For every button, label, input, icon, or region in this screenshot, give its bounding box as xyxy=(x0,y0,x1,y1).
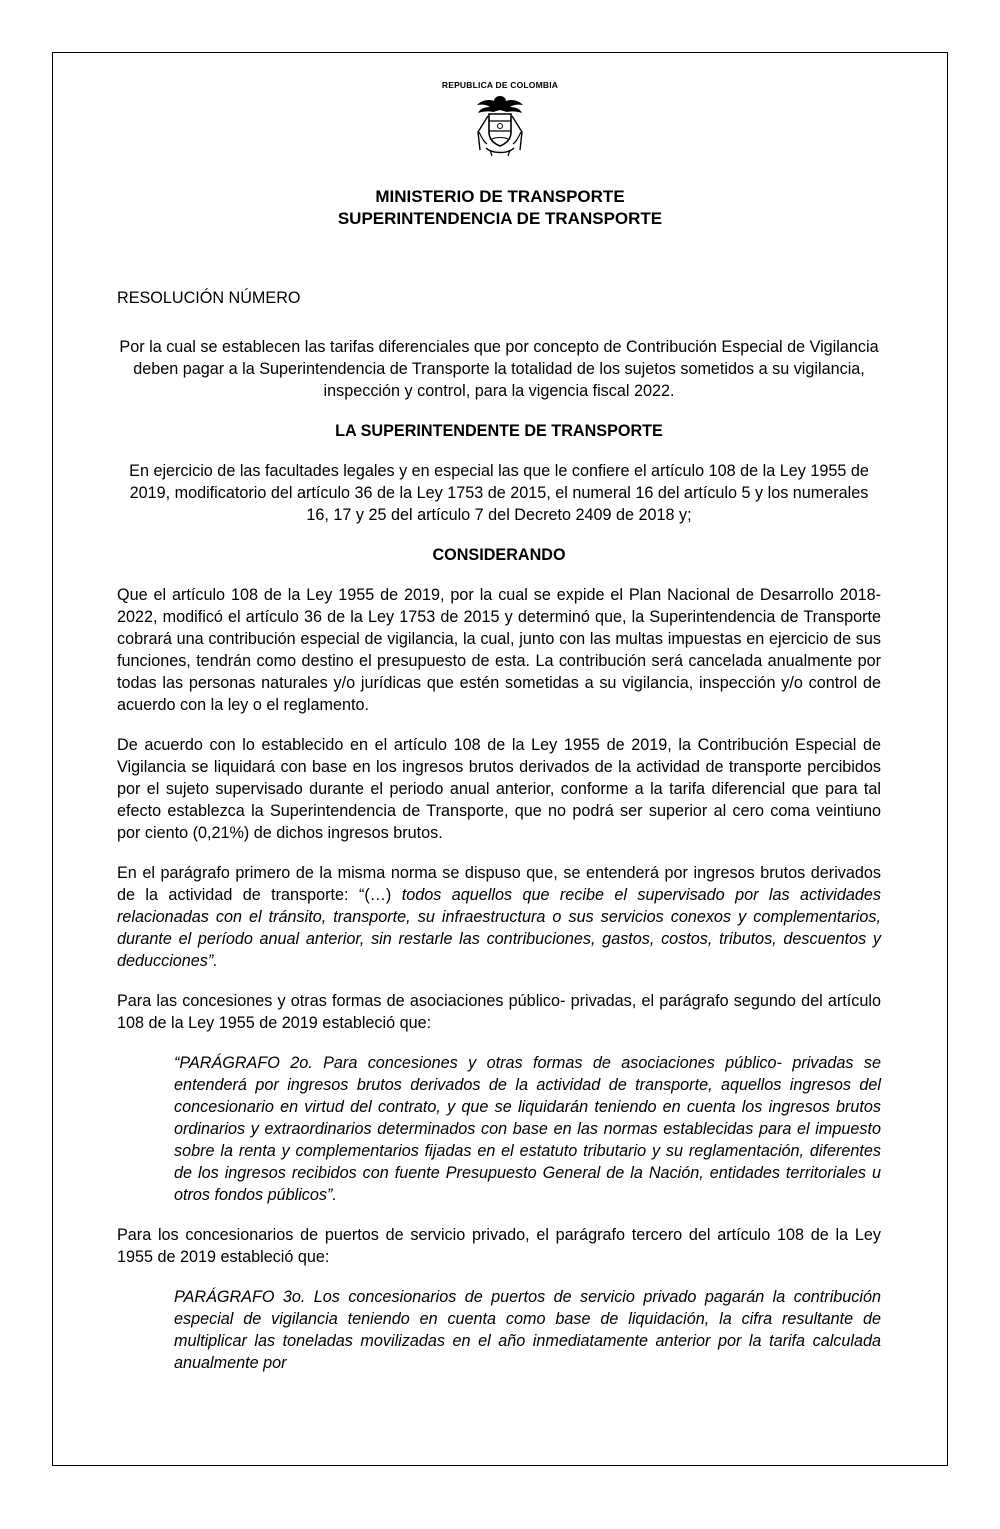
republic-label: REPUBLICA DE COLOMBIA xyxy=(441,80,559,90)
superintendency-name: SUPERINTENDENCIA DE TRANSPORTE xyxy=(337,209,663,228)
quote-paragraph-2o: “PARÁGRAFO 2o. Para concesiones y otras formas de asociaciones público- privadas se entenderá por ingresos brutos derivados de la actividad de transporte, aquellos ingresos del concesionario en virtud del contrato, y que se liquidarán teniendo en cuenta los ingresos brutos ordinarios y extraordinarios determinados con base en las normas establecidas para el impuesto sobre la renta y complementarios fijadas en el estatuto tributario y su reglamentación, diferentes de los ingresos recibidos con fuente Presupuesto General de la Nación, entidades territoriales u otros fondos públicos”. xyxy=(174,1054,881,1204)
paragraph-3-quote: todos aquellos que recibe el supervisado por las actividades relacionadas con el tránsito, transporte, su infraestructura o sus servicios conexos y complementarios, durante el período anual anterior, sin restarle las contribuciones, gastos, costos, tributos, descuentos y deducciones”. xyxy=(117,886,881,970)
authority-text: En ejercicio de las facultades legales y en especial las que le confiere el artículo 108 de la Ley 1955 de 2019, modificatorio del artículo 36 de la Ley 1753 de 2015, el numeral 16 del artículo 5 y los numerales 16, 17 y 25 del artículo 7 del Decreto 2409 de 2018 y; xyxy=(129,462,869,524)
paragraph-3-lead: En el parágrafo primero de la misma norma se dispuso que, se entenderá por ingresos brutos derivados de la actividad de transporte: “(…) xyxy=(117,864,881,904)
colombia-coat-of-arms-icon xyxy=(472,92,528,160)
paragraph-5: Para los concesionarios de puertos de servicio privado, el parágrafo tercero del artículo 108 de la Ley 1955 de 2019 estableció que: xyxy=(117,1226,881,1266)
authority-title: LA SUPERINTENDENTE DE TRANSPORTE xyxy=(335,422,663,440)
considering-title: CONSIDERANDO xyxy=(432,546,566,564)
resolution-number-label: RESOLUCIÓN NÚMERO xyxy=(117,289,301,307)
document-body xyxy=(117,287,881,1374)
issuing-authority xyxy=(0,186,1000,230)
resolution-purpose: Por la cual se establecen las tarifas diferenciales que por concepto de Contribución Especial de Vigilancia deben pagar a la Superintendencia de Transporte la totalidad de los sujetos sometidos a su vigilancia, inspección y control, para la vigencia fiscal 2022. xyxy=(119,338,879,400)
paragraph-3 xyxy=(117,862,881,972)
paragraph-1: Que el artículo 108 de la Ley 1955 de 2019, por la cual se expide el Plan Nacional de Desarrollo 2018-2022, modificó el artículo 36 de la Ley 1753 de 2015 y determinó que, la Superintendencia de Transporte cobrará una contribución especial de vigilancia, la cual, junto con las multas impuestas en ejercicio de sus funciones, tendrán como destino el presupuesto de esta. La contribución será cancelada anualmente por todas las personas naturales y/o jurídicas que estén sometidas a su vigilancia, inspección y/o control de acuerdo con la ley o el reglamento. xyxy=(117,586,881,714)
paragraph-2: De acuerdo con lo establecido en el artículo 108 de la Ley 1955 de 2019, la Contribución Especial de Vigilancia se liquidará con base en los ingresos brutos derivados de la actividad de transporte percibidos por el sujeto supervisado durante el periodo anual anterior, conforme a la tarifa diferencial que para tal efecto establezca la Superintendencia de Transporte, que no podrá ser superior al cero coma veintiuno por ciento (0,21%) de dichos ingresos brutos. xyxy=(117,736,881,842)
ministry-name: MINISTERIO DE TRANSPORTE xyxy=(375,187,625,206)
paragraph-4: Para las concesiones y otras formas de asociaciones público- privadas, el parágrafo segundo del artículo 108 de la Ley 1955 de 2019 estableció que: xyxy=(117,992,881,1032)
quote-paragraph-3o: PARÁGRAFO 3o. Los concesionarios de puertos de servicio privado pagarán la contribución especial de vigilancia teniendo en cuenta como base de liquidación, la cifra resultante de multiplicar las toneladas movilizadas en el año inmediatamente anterior por la tarifa calculada anualmente por xyxy=(174,1288,881,1372)
